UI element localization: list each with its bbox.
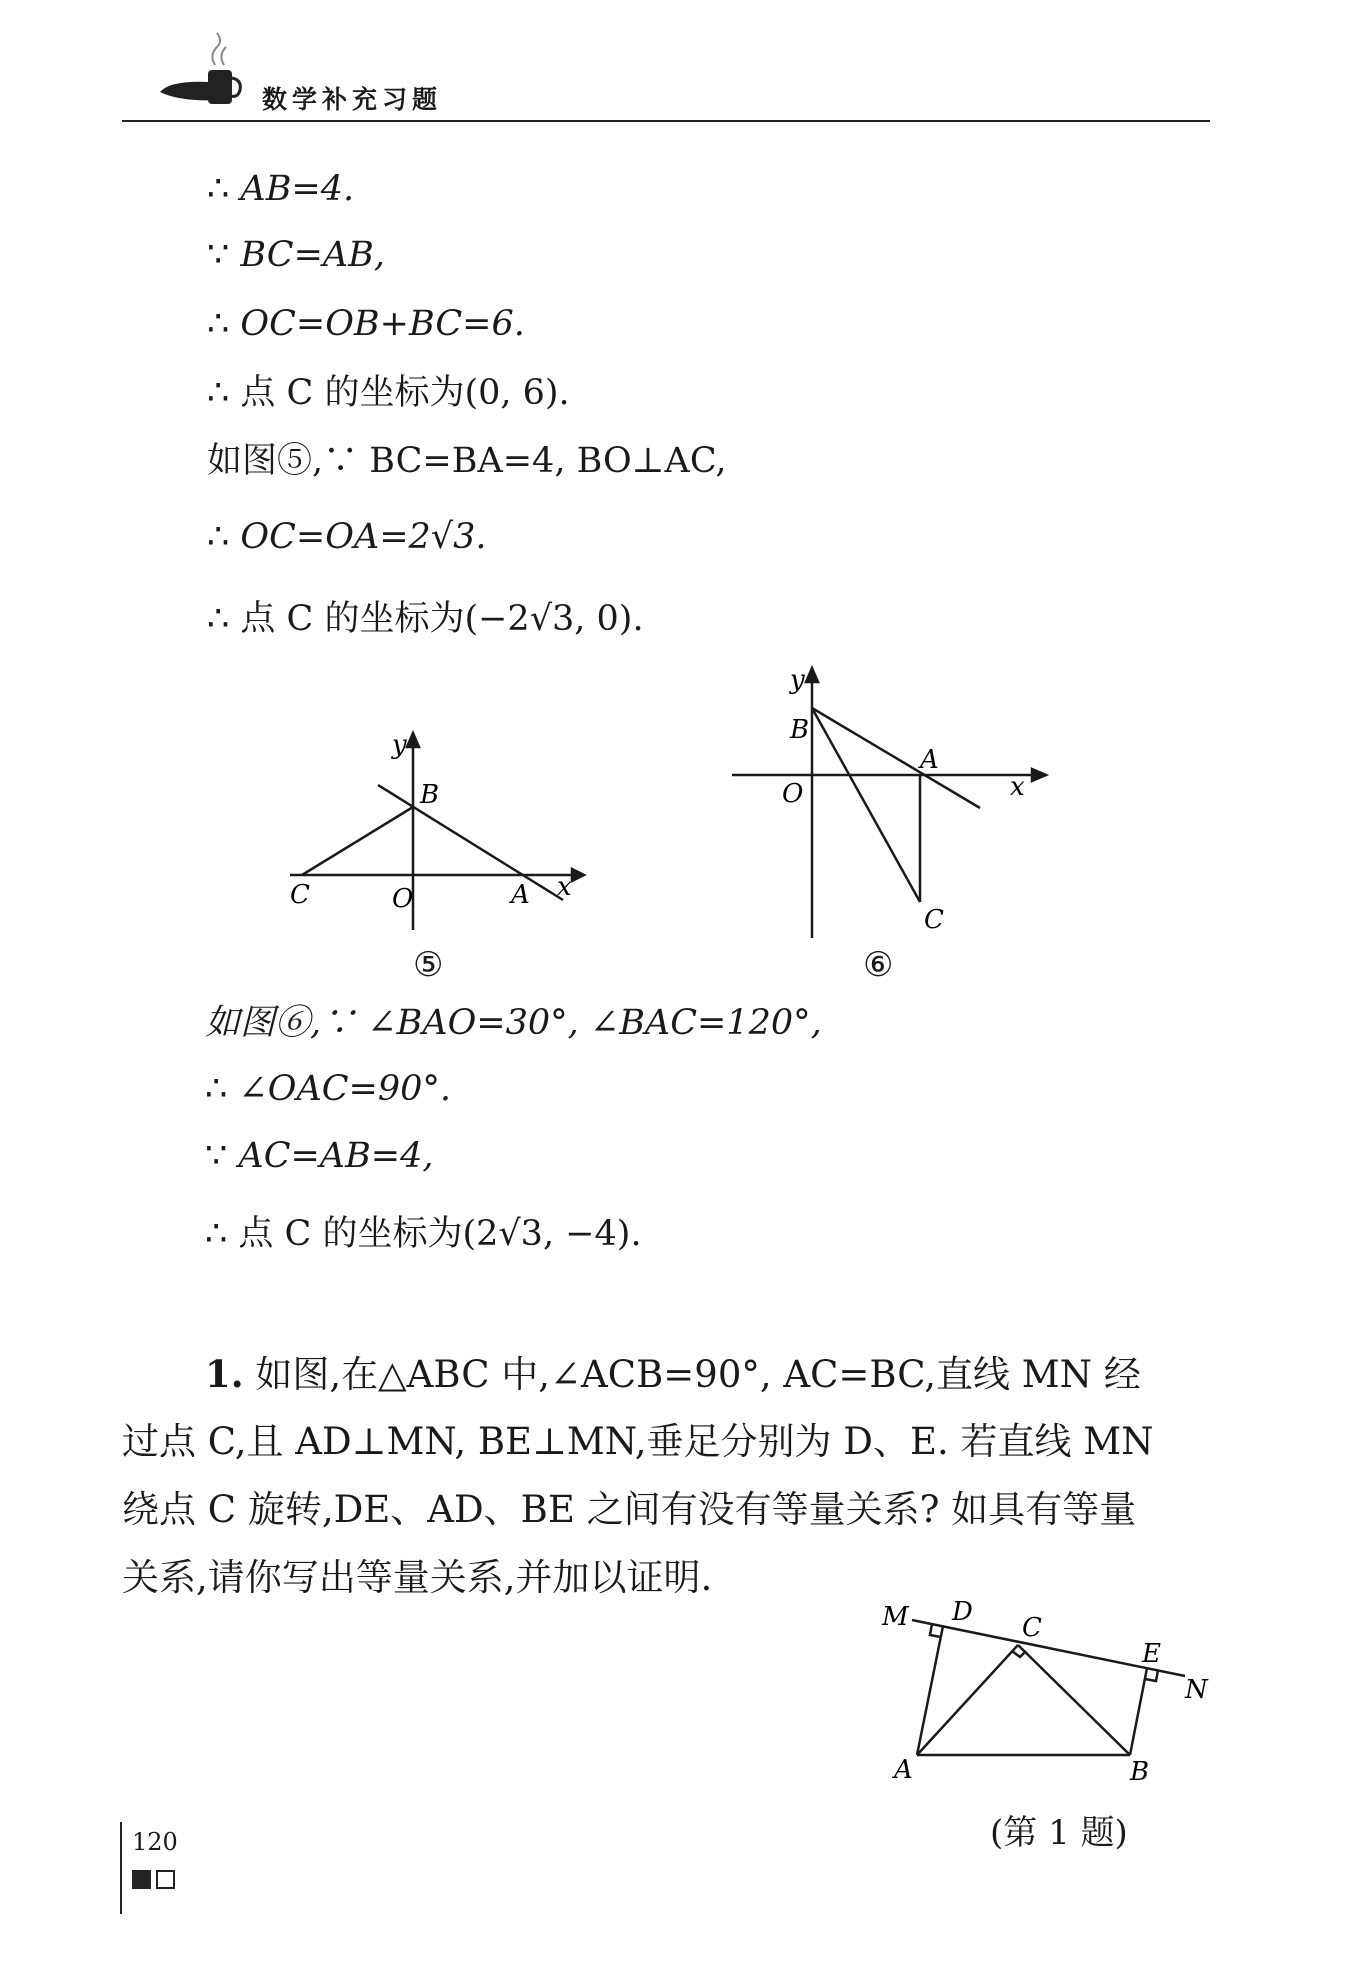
fig5-line-ba [378,785,563,900]
fig5-label-b: B [420,780,440,810]
fig5-label-o: O [392,884,414,914]
fig5-label-y: y [392,730,407,760]
fig5-label-x: x [557,872,572,902]
fig5-label-c: C [290,880,310,910]
solution-line: ∴ 点 C 的坐标为(0, 6). [207,373,570,413]
page-number: 120 [132,1828,178,1856]
solution-line: ∴ 点 C 的坐标为(−2√3, 0). [207,599,644,639]
fig5-y-arrow [407,733,419,747]
problem-line: 1. 如图,在△ABC 中,∠ACB=90°, AC=BC,直线 MN 经 [205,1352,1141,1396]
figure-q1 [880,1600,1215,1790]
q1-label-d: D [952,1600,973,1627]
fig6-line-ba [812,708,980,808]
fig5-x-arrow [572,869,584,881]
problem-number: 1. [205,1352,244,1396]
solution-line: 如图⑤,∵ BC=BA=4, BO⊥AC, [207,441,727,481]
header-title: 数学补充习题 [262,85,443,114]
filled-square-icon [132,1870,151,1889]
q1-right-angle-c [1012,1651,1026,1657]
q1-line-ac [917,1645,1018,1755]
problem-line: 关系,请你写出等量关系,并加以证明. [122,1556,713,1599]
figure-q1-caption: (第 1 题) [990,1813,1128,1853]
fig5-line-cb [302,807,413,875]
fig6-y-arrow [806,668,818,682]
q1-line-be [1130,1668,1147,1755]
solution-line: ∴ 点 C 的坐标为(2√3, −4). [205,1214,642,1254]
fig6-line-bc [812,708,920,902]
q1-label-n: N [1185,1675,1208,1705]
solution-line: ∴ OC=OA=2√3. [207,517,487,557]
fig6-label-o: O [782,779,804,809]
fig6-label-c: C [924,905,944,935]
figure-5-caption: ⑤ [413,945,444,985]
figure-6-caption: ⑥ [863,945,894,985]
q1-line-ad [917,1626,943,1755]
problem-line: 过点 C,且 AD⊥MN, BE⊥MN,垂足分别为 D、E. 若直线 MN [122,1420,1154,1463]
header-rule [122,120,1210,122]
fig6-label-x: x [1010,772,1025,802]
q1-label-b: B [1130,1757,1150,1787]
fig6-label-y: y [790,665,805,695]
solution-line: 如图⑥,∵ ∠BAO=30°, ∠BAC=120°, [205,1003,822,1043]
fig6-label-a: A [920,745,939,775]
fig5-label-a: A [511,880,530,910]
book-cup-logo-icon [150,30,245,110]
fig6-label-b: B [790,715,810,745]
problem-line: 绕点 C 旋转,DE、AD、BE 之间有没有等量关系? 如具有等量 [122,1488,1137,1531]
margin-rule [120,1822,122,1914]
q1-label-e: E [1142,1639,1161,1669]
solution-line: ∴ OC=OB+BC=6. [207,304,525,344]
solution-line: ∴ AB=4. [207,169,355,209]
figure-6 [720,660,1050,950]
q1-label-c: C [1022,1613,1042,1643]
solution-line: ∵ BC=AB, [207,235,386,275]
figure-5 [280,725,590,945]
empty-square-icon [156,1870,175,1889]
q1-label-a: A [894,1755,913,1785]
solution-line: ∴ ∠OAC=90°. [205,1069,451,1109]
solution-line: ∵ AC=AB=4, [205,1136,434,1176]
q1-label-m: M [882,1602,909,1632]
fig6-x-arrow [1032,769,1046,781]
